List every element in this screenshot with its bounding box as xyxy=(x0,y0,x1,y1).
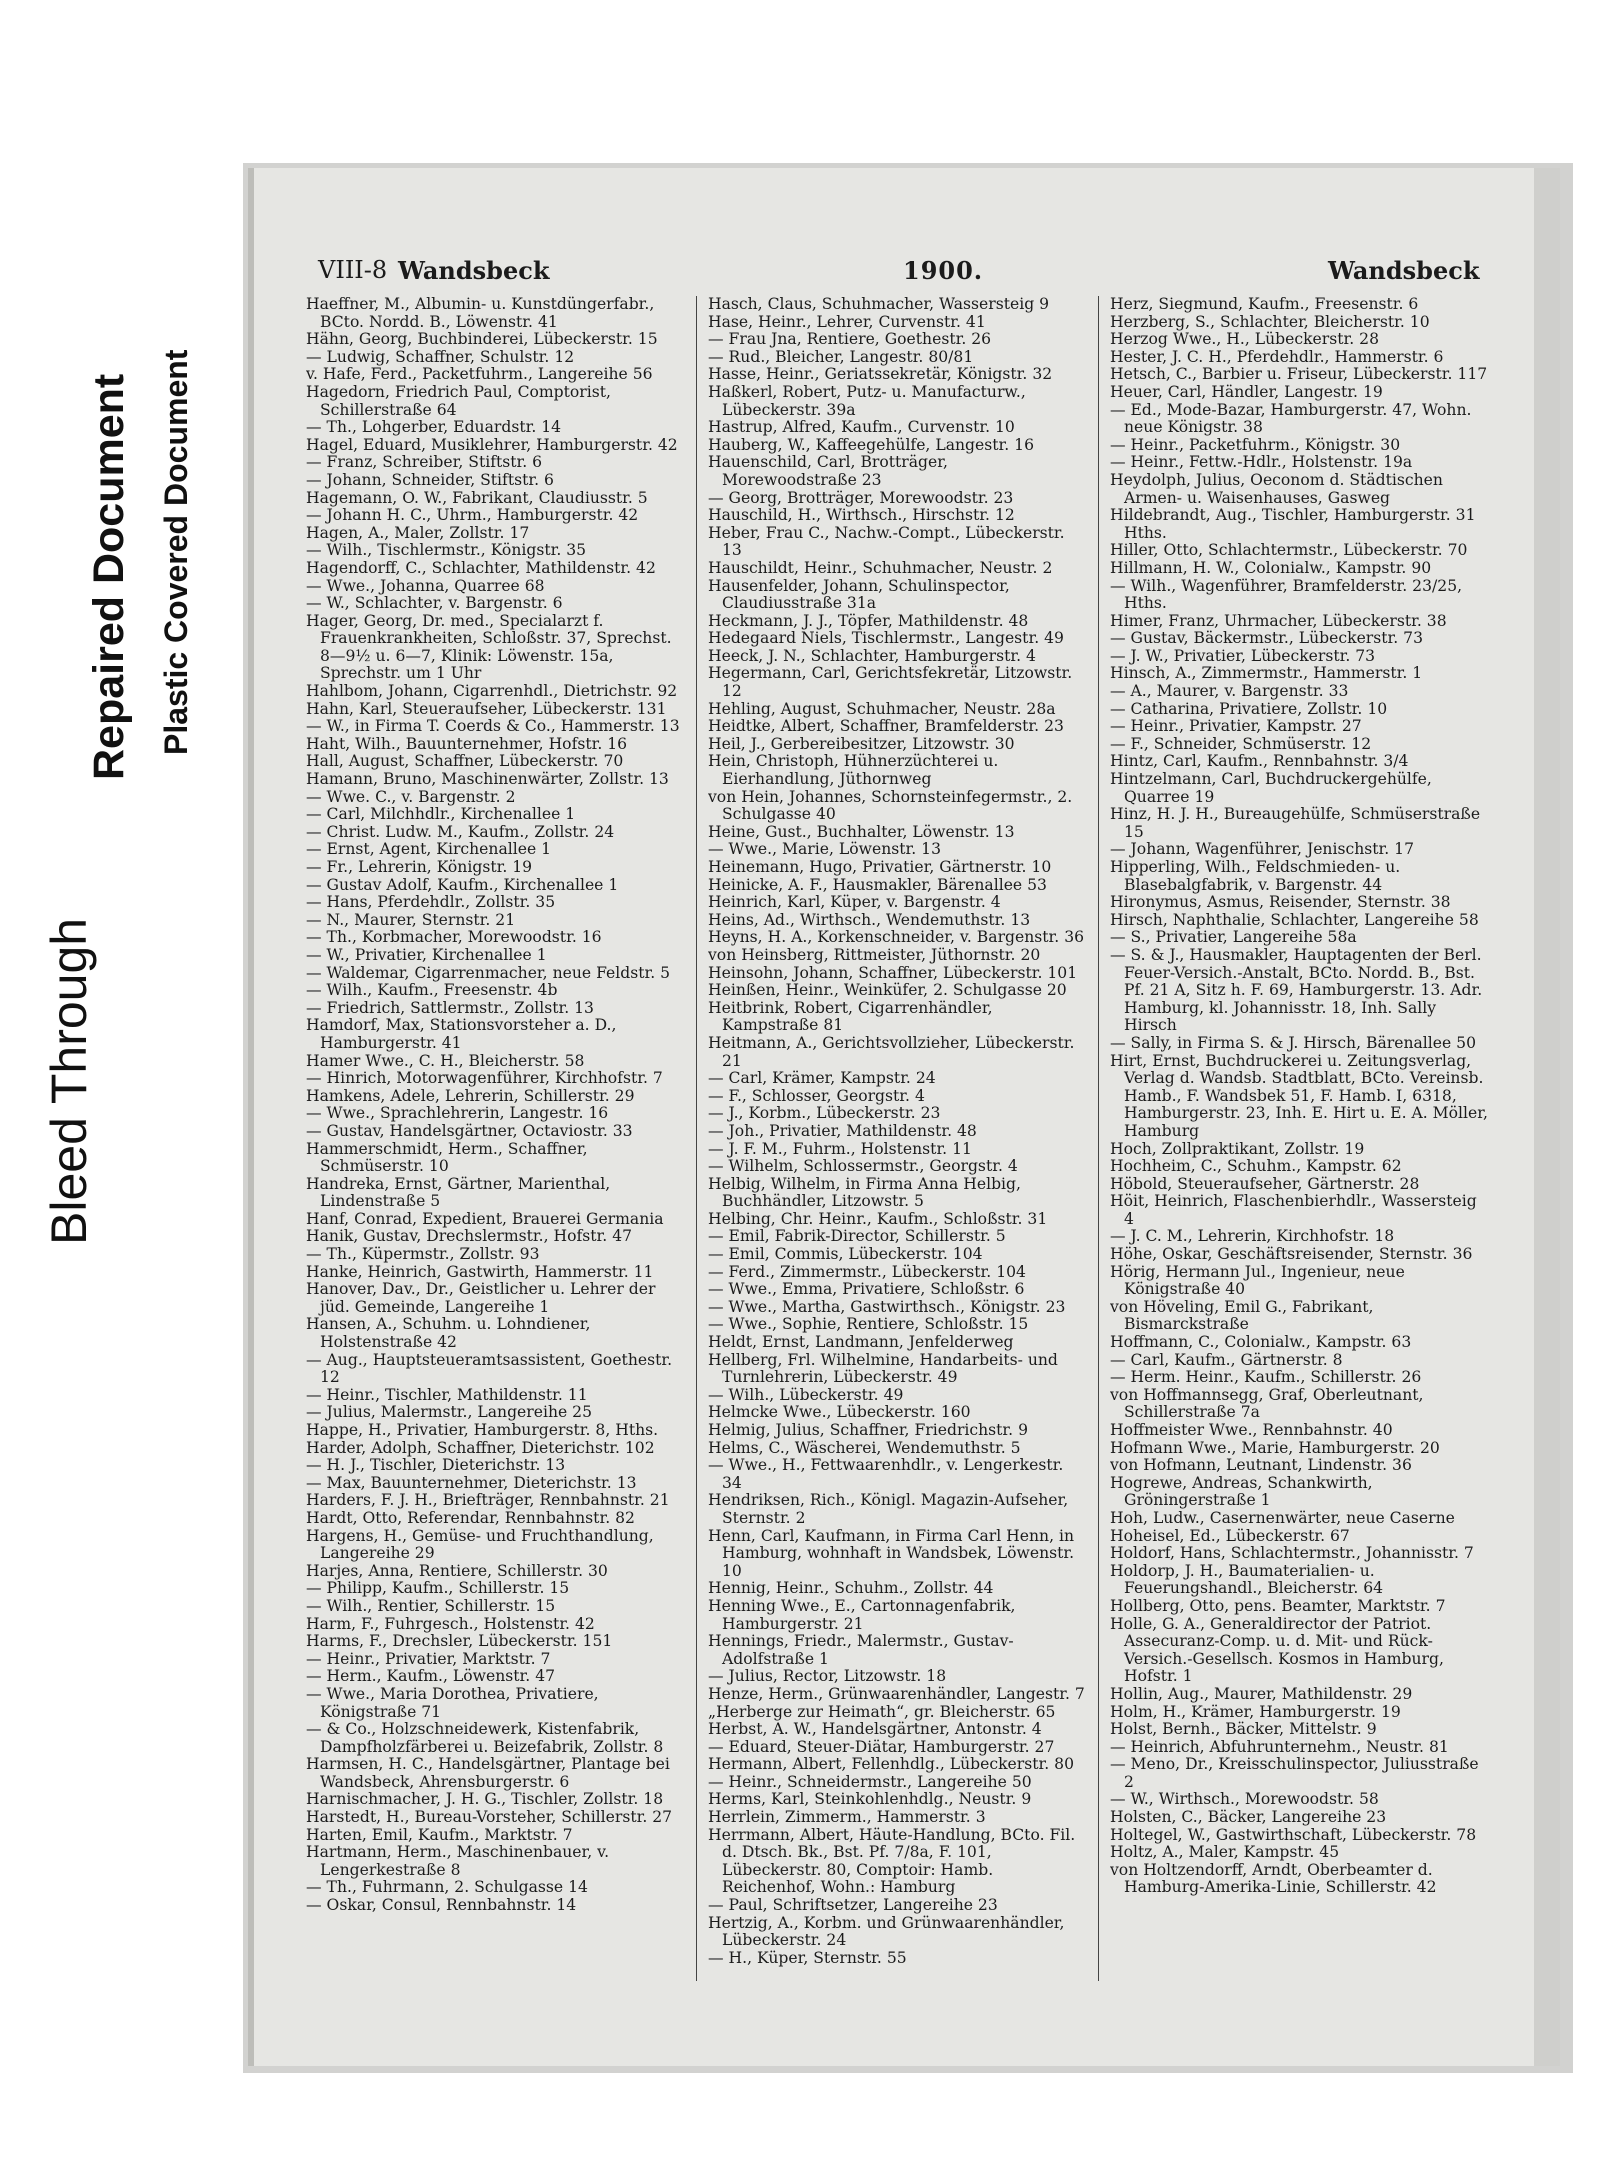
directory-entry: — Eduard, Steuer-Diätar, Hamburgerstr. 27 xyxy=(708,1737,1055,1756)
directory-entry: Handreka, Ernst, Gärtner, Marienthal, Lindenstraße 5 xyxy=(306,1174,611,1211)
directory-entry: Heidtke, Albert, Schaffner, Bramfelderstr. 23 xyxy=(708,717,1064,736)
directory-entry: Harmsen, H. C., Handelsgärtner, Plantage bei Wandsbeck, Ahrensburgerstr. 6 xyxy=(306,1755,670,1791)
directory-entry: — Georg, Brotträger, Morewoodstr. 23 xyxy=(708,488,1014,507)
directory-entry: Heinsohn, Johann, Schaffner, Lübeckerstr. 101 xyxy=(708,963,1078,982)
directory-entry: — Fr., Lehrerin, Königstr. 19 xyxy=(306,858,533,876)
directory-entry: — N., Maurer, Sternstr. 21 xyxy=(306,910,516,929)
directory-entry: Hirsch, Naphthalie, Schlachter, Langereihe 58 xyxy=(1110,910,1479,929)
directory-entry: Haht, Wilh., Bauunternehmer, Hofstr. 16 xyxy=(306,734,628,753)
directory-entry: Harjes, Anna, Rentiere, Schillerstr. 30 xyxy=(306,1561,608,1580)
directory-entry: — Rud., Bleicher, Langestr. 80/81 xyxy=(708,347,974,366)
directory-entry: — Johann, Schneider, Stiftstr. 6 xyxy=(306,470,554,489)
directory-entry: Harnischmacher, J. H. G., Tischler, Zollstr. 18 xyxy=(306,1790,664,1809)
directory-entry: Höit, Heinrich, Flaschenbierhdlr., Wassersteig 4 xyxy=(1110,1192,1477,1228)
directory-entry: Hoheisel, Ed., Lübeckerstr. 67 xyxy=(1110,1526,1350,1545)
directory-entry: Harder, Adolph, Schaffner, Dieterichstr. 102 xyxy=(306,1438,655,1457)
directory-entry: Hamkens, Adele, Lehrerin, Schillerstr. 29 xyxy=(306,1086,635,1105)
directory-entry: — Ed., Mode-Bazar, Hamburgerstr. 47, Wohn. neue Königstr. 38 xyxy=(1110,400,1472,437)
directory-entry: Heitmann, A., Gerichtsvollzieher, Lübeckerstr. 21 xyxy=(708,1033,1075,1070)
directory-entry: — Ludwig, Schaffner, Schulstr. 12 xyxy=(306,347,575,366)
directory-entry: — Wwe., Emma, Privatiere, Schloßstr. 6 xyxy=(708,1280,1025,1299)
directory-entry: — Wilh., Kaufm., Freesenstr. 4b xyxy=(306,981,558,1000)
directory-entry: Haßkerl, Robert, Putz- u. Manufacturw., Lübeckerstr. 39a xyxy=(708,382,1026,419)
directory-entry: — Max, Bauunternehmer, Dieterichstr. 13 xyxy=(306,1473,637,1492)
directory-entry: Herz, Siegmund, Kaufm., Freesenstr. 6 xyxy=(1110,296,1419,313)
directory-entry: Henning Wwe., E., Cartonnagenfabrik, Hamburgerstr. 21 xyxy=(708,1596,1016,1633)
directory-entry: Herrlein, Zimmerm., Hammerstr. 3 xyxy=(708,1808,986,1827)
directory-entry: Hirt, Ernst, Buchdruckerei u. Zeitungsverlag, Verlag d. Wandsb. Stadtblatt, BCto. Vereinsb. Hamb., F. Wandsbek 51, F. Hamb. I, 6318, Hamburgerstr. 23, Inh. E. Hirt u. E. A. Möller, Hamburg xyxy=(1110,1051,1488,1140)
directory-entry: Hegermann, Carl, Gerichtsfekretär, Litzowstr. 12 xyxy=(708,664,1073,701)
directory-entry: Hamann, Bruno, Maschinenwärter, Zollstr. 13 xyxy=(306,770,669,789)
directory-entry: „Herberge zur Heimath“, gr. Bleicherstr. 65 xyxy=(708,1702,1056,1721)
directory-entry: von Hofmann, Leutnant, Lindenstr. 36 xyxy=(1110,1456,1412,1475)
page-gutter xyxy=(1534,168,1560,2066)
directory-entry: Holsten, C., Bäcker, Langereihe 23 xyxy=(1110,1808,1387,1827)
directory-entry: Heldt, Ernst, Landmann, Jenfelderweg xyxy=(708,1333,1014,1352)
directory-entry: Hinz, H. J. H., Bureaugehülfe, Schmüserstraße 15 xyxy=(1110,805,1481,841)
directory-entry: — Heinr., Privatier, Marktstr. 7 xyxy=(306,1649,551,1668)
page-edge xyxy=(248,168,254,2066)
directory-entry: — Gustav Adolf, Kaufm., Kirchenallee 1 xyxy=(306,875,619,894)
directory-entry: Hamdorf, Max, Stationsvorsteher a. D., Hamburgerstr. 41 xyxy=(306,1016,617,1052)
directory-entry: Hester, J. C. H., Pferdehdlr., Hammerstr. 6 xyxy=(1110,347,1444,366)
directory-entry: Höbold, Steueraufseher, Gärtnerstr. 28 xyxy=(1110,1174,1420,1193)
directory-entry: Hauenschild, Carl, Brotträger, Morewoodstraße 23 xyxy=(708,453,948,489)
directory-entry: Helms, C., Wäscherei, Wendemuthstr. 5 xyxy=(708,1438,1021,1457)
directory-entry: — Franz, Schreiber, Stiftstr. 6 xyxy=(306,453,543,472)
directory-entry: Hammerschmidt, Herm., Schaffner, Schmüserstr. 10 xyxy=(306,1139,588,1176)
directory-entry: Hochheim, C., Schuhm., Kampstr. 62 xyxy=(1110,1157,1402,1176)
directory-entry: Harten, Emil, Kaufm., Marktstr. 7 xyxy=(306,1825,573,1844)
directory-entry: — Johann, Wagenführer, Jenischstr. 17 xyxy=(1110,840,1415,859)
directory-entry: Haeffner, M., Albumin- u. Kunstdüngerfabr., BCto. Nordd. B., Löwenstr. 41 xyxy=(306,296,655,331)
directory-entry: Heine, Gust., Buchhalter, Löwenstr. 13 xyxy=(708,822,1015,841)
directory-entry: Holtz, A., Maler, Kampstr. 45 xyxy=(1110,1843,1340,1862)
directory-entry: Hamer Wwe., C. H., Bleicherstr. 58 xyxy=(306,1051,585,1070)
directory-entry: — Th., Fuhrmann, 2. Schulgasse 14 xyxy=(306,1878,588,1897)
directory-entry: Hein, Christoph, Hühnerzüchterei u. Eierhandlung, Jüthornweg xyxy=(708,752,999,789)
directory-entry: — Wilh., Tischlermstr., Königstr. 35 xyxy=(306,541,587,560)
directory-entry: — Wwe., Marie, Löwenstr. 13 xyxy=(708,840,941,859)
directory-entry: Henze, Herm., Grünwaarenhändler, Langestr. 7 xyxy=(708,1684,1085,1703)
directory-entry: — Oskar, Consul, Rennbahnstr. 14 xyxy=(306,1896,577,1915)
directory-entry: — & Co., Holzschneidewerk, Kistenfabrik, Dampfholzfärberei u. Beizefabrik, Zollstr. 8 xyxy=(306,1720,664,1756)
directory-entry: Harms, F., Drechsler, Lübeckerstr. 151 xyxy=(306,1632,613,1651)
directory-entry: — Wilh., Rentier, Schillerstr. 15 xyxy=(306,1596,556,1615)
directory-entry: Hehling, August, Schuhmacher, Neustr. 28a xyxy=(708,699,1056,718)
page-header xyxy=(298,256,1478,296)
directory-entry: Hintz, Carl, Kaufm., Rennbahnstr. 3/4 xyxy=(1110,752,1409,771)
directory-entry: — Joh., Privatier, Mathildenstr. 48 xyxy=(708,1121,977,1140)
directory-entry: Herzog Wwe., H., Lübeckerstr. 28 xyxy=(1110,330,1380,349)
directory-entry: Hase, Heinr., Lehrer, Curvenstr. 41 xyxy=(708,312,986,331)
directory-entry: — W., Schlachter, v. Bargenstr. 6 xyxy=(306,594,563,613)
directory-entry: Heinemann, Hugo, Privatier, Gärtnerstr. 10 xyxy=(708,858,1052,876)
year-heading: 1900. xyxy=(903,256,984,285)
directory-entry: Hagendorff, C., Schlachter, Mathildenstr. 42 xyxy=(306,558,656,577)
directory-entry: Heckmann, J. J., Töpfer, Mathildenstr. 48 xyxy=(708,611,1029,630)
directory-entry: — Carl, Milchhdlr., Kirchenallee 1 xyxy=(306,805,576,824)
directory-entry: Heinrich, Karl, Küper, v. Bargenstr. 4 xyxy=(708,893,1001,912)
directory-entry: von Holtzendorff, Arndt, Oberbeamter d. Hamburg-Amerika-Linie, Schillerstr. 42 xyxy=(1110,1860,1437,1897)
directory-entry: Hedegaard Niels, Tischlermstr., Langestr. 49 xyxy=(708,629,1064,648)
directory-entry: Henn, Carl, Kaufmann, in Firma Carl Henn, in Hamburg, wohnhaft in Wandsbek, Löwenstr. 10 xyxy=(708,1526,1075,1580)
directory-entry: — Wwe. C., v. Bargenstr. 2 xyxy=(306,787,516,806)
plastic-covered-label: Plastic Covered Document xyxy=(158,349,194,755)
directory-entry: — Wwe., Sprachlehrerin, Langestr. 16 xyxy=(306,1104,609,1123)
directory-entry: Hanf, Conrad, Expedient, Brauerei Germania xyxy=(306,1209,664,1228)
directory-entry: — Heinr., Packetfuhrm., Königstr. 30 xyxy=(1110,435,1401,454)
directory-entry: von Hein, Johannes, Schornsteinfegermstr., 2. Schulgasse 40 xyxy=(708,787,1073,824)
directory-entry: Hofmann Wwe., Marie, Hamburgerstr. 20 xyxy=(1110,1438,1440,1457)
directory-entry: — S., Privatier, Langereihe 58a xyxy=(1110,928,1357,947)
directory-entry: Heyns, H. A., Korkenschneider, v. Bargenstr. 36 xyxy=(708,928,1085,947)
directory-entry: Harm, F., Fuhrgesch., Holstenstr. 42 xyxy=(306,1614,595,1633)
directory-entry: — Emil, Commis, Lübeckerstr. 104 xyxy=(708,1245,983,1264)
directory-entry: — Heinr., Tischler, Mathildenstr. 11 xyxy=(306,1385,588,1404)
directory-entry: Hellberg, Frl. Wilhelmine, Handarbeits- und Turnlehrerin, Lübeckerstr. 49 xyxy=(708,1350,1058,1387)
directory-entry: — Carl, Kaufm., Gärtnerstr. 8 xyxy=(1110,1350,1343,1369)
directory-entry: — F., Schlosser, Georgstr. 4 xyxy=(708,1086,925,1105)
directory-entry: Hennings, Friedr., Malermstr., Gustav-Adolfstraße 1 xyxy=(708,1632,1014,1668)
directory-entry: Hasch, Claus, Schuhmacher, Wassersteig 9 xyxy=(708,296,1050,313)
directory-entry: — Wwe., Sophie, Rentiere, Schloßstr. 15 xyxy=(708,1315,1029,1334)
directory-entry: — A., Maurer, v. Bargenstr. 33 xyxy=(1110,682,1349,701)
directory-entry: Hoffmeister Wwe., Rennbahnstr. 40 xyxy=(1110,1421,1393,1439)
directory-entry: Heydolph, Julius, Oeconom d. Städtischen Armen- u. Waisenhauses, Gasweg xyxy=(1110,470,1443,507)
directory-entry: Holdorf, Hans, Schlachtermstr., Johannisstr. 7 xyxy=(1110,1544,1474,1563)
directory-entry: Herms, Karl, Steinkohlenhdlg., Neustr. 9 xyxy=(708,1790,1032,1809)
directory-entry: — Th., Korbmacher, Morewoodstr. 16 xyxy=(306,928,602,947)
directory-entry: Hiller, Otto, Schlachtermstr., Lübeckerstr. 70 xyxy=(1110,541,1468,560)
directory-entry: Helbig, Wilhelm, in Firma Anna Helbig, Buchhändler, Litzowstr. 5 xyxy=(708,1174,1021,1211)
directory-entry: Hennig, Heinr., Schuhm., Zollstr. 44 xyxy=(708,1579,994,1598)
directory-entry: Hardt, Otto, Referendar, Rennbahnstr. 82 xyxy=(306,1508,635,1527)
directory-entry: Helmcke Wwe., Lübeckerstr. 160 xyxy=(708,1403,971,1422)
directory-entry: — Wwe., Johanna, Quarree 68 xyxy=(306,576,545,595)
directory-entry: Hansen, A., Schuhm. u. Lohndiener, Holstenstraße 42 xyxy=(306,1315,591,1352)
directory-entry: — Ernst, Agent, Kirchenallee 1 xyxy=(306,840,552,859)
directory-entry: Heinßen, Heinr., Weinküfer, 2. Schulgasse 20 xyxy=(708,981,1067,1000)
directory-entry: — Wilhelm, Schlossermstr., Georgstr. 4 xyxy=(708,1157,1018,1176)
repaired-document-label: Repaired Document xyxy=(85,373,133,780)
column-middle xyxy=(708,296,1086,1986)
directory-entry: — Wwe., Martha, Gastwirthsch., Königstr. 23 xyxy=(708,1297,1066,1316)
directory-entry: — J., Korbm., Lübeckerstr. 23 xyxy=(708,1104,941,1123)
directory-entry: Hagedorn, Friedrich Paul, Comptorist, Schillerstraße 64 xyxy=(306,382,611,419)
directory-entry: — Gustav, Handelsgärtner, Octaviostr. 33 xyxy=(306,1121,633,1140)
directory-entry: Höhe, Oskar, Geschäftsreisender, Sternstr. 36 xyxy=(1110,1245,1473,1264)
directory-entry: Heins, Ad., Wirthsch., Wendemuthstr. 13 xyxy=(708,910,1031,929)
directory-entry: Harstedt, H., Bureau-Vorsteher, Schillerstr. 27 xyxy=(306,1808,673,1827)
directory-entry: — Gustav, Bäckermstr., Lübeckerstr. 73 xyxy=(1110,629,1424,648)
directory-entry: — Friedrich, Sattlermstr., Zollstr. 13 xyxy=(306,998,594,1017)
directory-entry: Hollberg, Otto, pens. Beamter, Marktstr. 7 xyxy=(1110,1596,1446,1615)
directory-entry: von Höveling, Emil G., Fabrikant, Bismarckstraße xyxy=(1110,1297,1374,1334)
column-right xyxy=(1110,296,1488,1986)
directory-entry: — Hans, Pferdehdlr., Zollstr. 35 xyxy=(306,893,556,912)
directory-entry: — Aug., Hauptsteueramtsassistent, Goethestr. 12 xyxy=(306,1350,673,1387)
directory-entry: Hetsch, C., Barbier u. Friseur, Lübeckerstr. 117 xyxy=(1110,365,1488,384)
directory-entry: Hähn, Georg, Buchbinderei, Lübeckerstr. 15 xyxy=(306,330,658,349)
directory-entry: Herbst, A. W., Handelsgärtner, Antonstr. 4 xyxy=(708,1720,1042,1739)
directory-entry: Hildebrandt, Aug., Tischler, Hamburgerstr. 31 Hths. xyxy=(1110,506,1476,542)
directory-entry: Hermann, Albert, Fellenhdlg., Lübeckerstr. 80 xyxy=(708,1755,1075,1774)
directory-page xyxy=(248,168,1560,2066)
directory-entry: — Heinrich, Abfuhrunternehm., Neustr. 81 xyxy=(1110,1737,1449,1756)
directory-entry: von Heinsberg, Rittmeister, Jüthornstr. 20 xyxy=(708,945,1041,964)
directory-entry: Hoch, Zollpraktikant, Zollstr. 19 xyxy=(1110,1139,1365,1158)
directory-entry: — Christ. Ludw. M., Kaufm., Zollstr. 24 xyxy=(306,822,615,841)
directory-entry: Hörig, Hermann Jul., Ingenieur, neue Königstraße 40 xyxy=(1110,1262,1405,1299)
directory-entry: — Th., Lohgerber, Eduardstr. 14 xyxy=(306,418,562,437)
directory-entry: — W., Privatier, Kirchenallee 1 xyxy=(306,945,547,964)
directory-entry: Hanke, Heinrich, Gastwirth, Hammerstr. 11 xyxy=(306,1262,654,1281)
directory-entry: Hauberg, W., Kaffeegehülfe, Langestr. 16 xyxy=(708,435,1035,454)
directory-entry: — Carl, Krämer, Kampstr. 24 xyxy=(708,1069,936,1088)
directory-entry: Hollin, Aug., Maurer, Mathildenstr. 29 xyxy=(1110,1684,1413,1703)
directory-entry: Himer, Franz, Uhrmacher, Lübeckerstr. 38 xyxy=(1110,611,1447,630)
directory-entry: Hanover, Dav., Dr., Geistlicher u. Lehrer der jüd. Gemeinde, Langereihe 1 xyxy=(306,1280,656,1316)
directory-entry: von Hoffmannsegg, Graf, Oberleutnant, Schillerstraße 7a xyxy=(1110,1385,1424,1422)
directory-entry: Happe, H., Privatier, Hamburgerstr. 8, Hths. xyxy=(306,1421,659,1439)
directory-entry: Herzberg, S., Schlachter, Bleicherstr. 10 xyxy=(1110,312,1430,331)
directory-entry: — Wilh., Wagenführer, Bramfelderstr. 23/25, Hths. xyxy=(1110,576,1463,613)
directory-entry: Hinsch, A., Zimmermstr., Hammerstr. 1 xyxy=(1110,664,1423,683)
directory-entry: Holm, H., Krämer, Hamburgerstr. 19 xyxy=(1110,1702,1401,1721)
directory-entry: — Heinr., Schneidermstr., Langereihe 50 xyxy=(708,1772,1032,1791)
directory-entry: Hogrewe, Andreas, Schankwirth, Gröningerstraße 1 xyxy=(1110,1473,1373,1510)
directory-entry: Hasse, Heinr., Geriatssekretär, Königstr. 32 xyxy=(708,365,1053,384)
directory-entry: Hintzelmann, Carl, Buchdruckergehülfe, Quarree 19 xyxy=(1110,770,1432,806)
directory-entry: Heuer, Carl, Händler, Langestr. 19 xyxy=(1110,382,1383,401)
directory-entry: Hausenfelder, Johann, Schulinspector, Claudiusstraße 31a xyxy=(708,576,1010,613)
directory-entry: — H., Küper, Sternstr. 55 xyxy=(708,1948,907,1967)
directory-entry: Harders, F. J. H., Briefträger, Rennbahnstr. 21 xyxy=(306,1491,670,1510)
directory-entry: — Julius, Rector, Litzowstr. 18 xyxy=(708,1667,947,1686)
directory-entry: Hironymus, Asmus, Reisender, Sternstr. 38 xyxy=(1110,893,1451,912)
directory-entry: — Waldemar, Cigarrenmacher, neue Feldstr. 5 xyxy=(306,963,671,982)
directory-entry: Hager, Georg, Dr. med., Specialarzt f. Frauenkrankheiten, Schloßstr. 37, Sprechst. 8—9½ u. 6—7, Klinik: Löwenstr. 15a, Sprechstr. um 1 Uhr xyxy=(306,611,672,683)
directory-entry: — Heinr., Fettw.-Hdlr., Holstenstr. 19a xyxy=(1110,453,1413,472)
directory-entry: Hagel, Eduard, Musiklehrer, Hamburgerstr. 42 xyxy=(306,435,678,454)
directory-entry: Holtegel, W., Gastwirthschaft, Lübeckerstr. 78 xyxy=(1110,1825,1477,1844)
column-divider xyxy=(696,296,697,1981)
directory-entry: — Herm. Heinr., Kaufm., Schillerstr. 26 xyxy=(1110,1368,1422,1387)
directory-entry: Holst, Bernh., Bäcker, Mittelstr. 9 xyxy=(1110,1720,1377,1739)
bleed-through-label: Bleed Through xyxy=(41,917,97,1245)
directory-entry: — J. F. M., Fuhrm., Holstenstr. 11 xyxy=(708,1139,972,1158)
directory-entry: v. Hafe, Ferd., Packetfuhrm., Langereihe 56 xyxy=(306,365,653,384)
directory-entry: — Frau Jna, Rentiere, Goethestr. 26 xyxy=(708,330,992,349)
directory-entry: Hipperling, Wilh., Feldschmieden- u. Blasebalgfabrik, v. Bargenstr. 44 xyxy=(1110,858,1401,894)
directory-entry: Hoffmann, C., Colonialw., Kampstr. 63 xyxy=(1110,1333,1412,1352)
directory-entry: — Julius, Malermstr., Langereihe 25 xyxy=(306,1403,593,1422)
directory-entry: — Meno, Dr., Kreisschulinspector, Juliusstraße 2 xyxy=(1110,1755,1479,1791)
directory-entry: Hartmann, Herm., Maschinenbauer, v. Lengerkestraße 8 xyxy=(306,1843,610,1879)
directory-entry: — F., Schneider, Schmüserstr. 12 xyxy=(1110,734,1372,753)
directory-entry: Holdorp, J. H., Baumaterialien- u. Feuerungshandl., Bleicherstr. 64 xyxy=(1110,1561,1384,1598)
directory-entry: Hargens, H., Gemüse- und Fruchthandlung, Langereihe 29 xyxy=(306,1526,654,1563)
directory-entry: Hanik, Gustav, Drechslermstr., Hofstr. 47 xyxy=(306,1227,633,1246)
directory-entry: Hahlbom, Johann, Cigarrenhdl., Dietrichstr. 92 xyxy=(306,682,678,701)
directory-entry: Herrmann, Albert, Häute-Handlung, BCto. Fil. d. Dtsch. Bk., Bst. Pf. 7/8a, F. 101, Lübeckerstr. 80, Comptoir: Hamb. Reichenhof, Wohn.: Hamburg xyxy=(708,1825,1076,1897)
directory-entry: Hauschildt, Heinr., Schuhmacher, Neustr. 2 xyxy=(708,558,1053,577)
folio-number: VIII-8 xyxy=(318,256,388,284)
directory-entry: Hillmann, H. W., Colonialw., Kampstr. 90 xyxy=(1110,558,1432,577)
directory-entry: — W., in Firma T. Coerds & Co., Hammerstr. 13 xyxy=(306,717,680,736)
directory-entry: Heber, Frau C., Nachw.-Compt., Lübeckerstr. 13 xyxy=(708,523,1065,560)
directory-entry: — Sally, in Firma S. & J. Hirsch, Bärenallee 50 xyxy=(1110,1033,1477,1052)
directory-entry: Hagen, A., Maler, Zollstr. 17 xyxy=(306,523,530,542)
directory-entry: — Paul, Schriftsetzer, Langereihe 23 xyxy=(708,1896,998,1915)
directory-entry: Hertzig, A., Korbm. und Grünwaarenhändler, Lübeckerstr. 24 xyxy=(708,1913,1065,1950)
directory-entry: Heitbrink, Robert, Cigarrenhändler, Kampstraße 81 xyxy=(708,998,993,1035)
column-divider xyxy=(1098,296,1099,1981)
directory-entry: — Hinrich, Motorwagenführer, Kirchhofstr. 7 xyxy=(306,1069,663,1088)
directory-entry: — Wwe., H., Fettwaarenhdlr., v. Lengerkestr. 34 xyxy=(708,1456,1064,1492)
directory-entry: Heinicke, A. F., Hausmakler, Bärenallee 53 xyxy=(708,875,1047,894)
directory-entry: Hendriksen, Rich., Königl. Magazin-Aufseher, Sternstr. 2 xyxy=(708,1491,1069,1527)
running-head-right: Wandsbeck xyxy=(1328,256,1480,285)
directory-entry: Heil, J., Gerbereibesitzer, Litzowstr. 30 xyxy=(708,734,1015,753)
directory-entry: — Catharina, Privatiere, Zollstr. 10 xyxy=(1110,699,1388,718)
directory-entry: — H. J., Tischler, Dieterichstr. 13 xyxy=(306,1456,566,1475)
directory-entry: Hauschild, H., Wirthsch., Hirschstr. 12 xyxy=(708,506,1015,525)
directory-entry: Hagemann, O. W., Fabrikant, Claudiusstr. 5 xyxy=(306,488,648,507)
directory-entry: — Philipp, Kaufm., Schillerstr. 15 xyxy=(306,1579,570,1598)
directory-entry: — Herm., Kaufm., Löwenstr. 47 xyxy=(306,1667,556,1686)
directory-entry: — S. & J., Hausmakler, Hauptagenten der Berl. Feuer-Versich.-Anstalt, BCto. Nordd. B., Bst. Pf. 21 A, Sitz h. F. 69, Hamburgerstr. 13. Adr. Hamburg, kl. Johannisstr. 18, Inh. Sally Hirsch xyxy=(1110,945,1483,1035)
directory-entry: — Th., Küpermstr., Zollstr. 93 xyxy=(306,1245,540,1264)
directory-entry: — Johann H. C., Uhrm., Hamburgerstr. 42 xyxy=(306,506,639,525)
directory-entry: Helmig, Julius, Schaffner, Friedrichstr. 9 xyxy=(708,1421,1029,1439)
directory-entry: Helbing, Chr. Heinr., Kaufm., Schloßstr. 31 xyxy=(708,1209,1048,1228)
directory-entry: Hahn, Karl, Steueraufseher, Lübeckerstr. 131 xyxy=(306,699,667,718)
directory-entry: — W., Wirthsch., Morewoodstr. 58 xyxy=(1110,1790,1379,1809)
running-head-left: Wandsbeck xyxy=(398,256,550,285)
directory-entry: Heeck, J. N., Schlachter, Hamburgerstr. 4 xyxy=(708,646,1036,665)
directory-entry: — Heinr., Privatier, Kampstr. 27 xyxy=(1110,717,1362,736)
directory-entry: — Emil, Fabrik-Director, Schillerstr. 5 xyxy=(708,1227,1006,1246)
directory-entry: — Ferd., Zimmermstr., Lübeckerstr. 104 xyxy=(708,1262,1026,1281)
directory-entry: Hoh, Ludw., Casernenwärter, neue Caserne xyxy=(1110,1508,1455,1527)
directory-entry: — J. C. M., Lehrerin, Kirchhofstr. 18 xyxy=(1110,1227,1395,1246)
directory-entry: — Wwe., Maria Dorothea, Privatiere, Königstraße 71 xyxy=(306,1684,599,1721)
directory-entry: — J. W., Privatier, Lübeckerstr. 73 xyxy=(1110,646,1376,665)
column-left xyxy=(306,296,684,1986)
directory-entry: Hall, August, Schaffner, Lübeckerstr. 70 xyxy=(306,752,624,771)
directory-entry: — Wilh., Lübeckerstr. 49 xyxy=(708,1385,904,1404)
directory-entry: Holle, G. A., Generaldirector der Patriot. Assecuranz-Comp. u. d. Mit- und Rück-Versich.-Gesellsch. Kosmos in Hamburg, Hofstr. 1 xyxy=(1110,1614,1444,1686)
directory-entry: Hastrup, Alfred, Kaufm., Curvenstr. 10 xyxy=(708,418,1015,437)
